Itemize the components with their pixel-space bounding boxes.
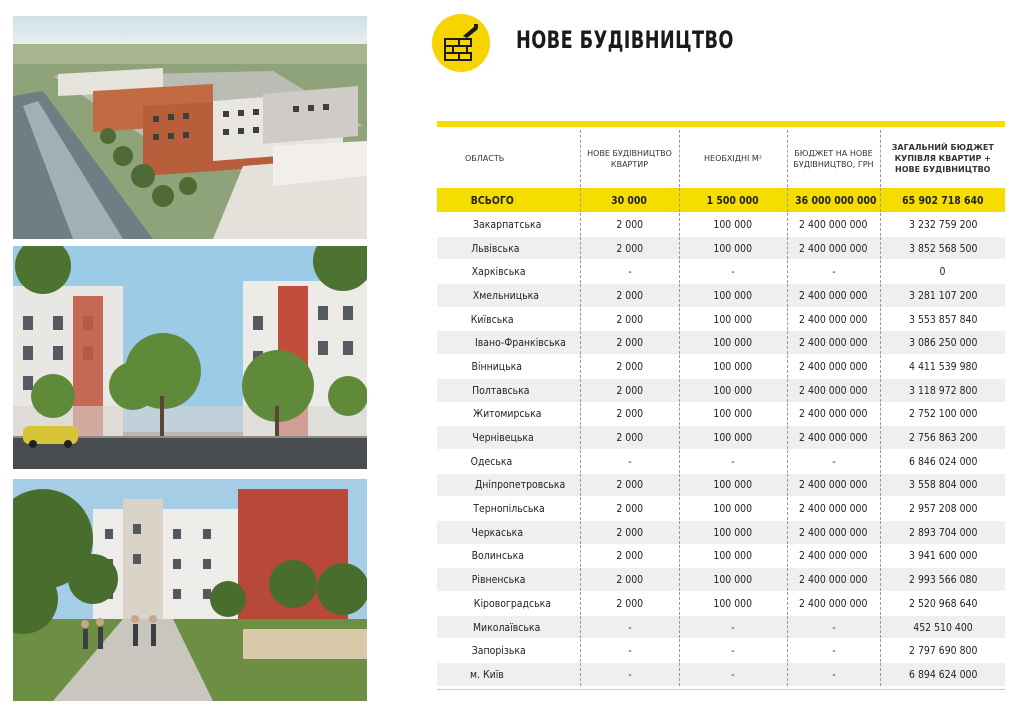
cell-budget: 2 400 000 000 [787,592,880,616]
table-row [437,639,1005,663]
cell-region-name: Харківська [437,260,580,284]
table-row [437,331,1005,355]
cell-required-m2: 100 000 [679,568,787,592]
cell-new-apartments: 2 000 [580,355,679,379]
cell-overall-budget: 2 756 863 200 [880,426,1005,450]
cell-overall-budget: 6 894 624 000 [880,663,1005,686]
cell-overall-budget: 2 752 100 000 [880,402,1005,426]
cell-overall-budget: 452 510 400 [880,615,1005,639]
cell-region-name: Черкаська [437,520,580,544]
cell-required-m2: 100 000 [679,331,787,355]
cell-region-name: Львівська [437,236,580,260]
table-header-row [437,130,1005,188]
cell-budget: 2 400 000 000 [787,213,880,237]
construction-budget-table [437,130,1005,686]
cell-required-m2: - [679,663,787,686]
cell-new-apartments: - [580,449,679,473]
cell-new-apartments: 2 000 [580,331,679,355]
total-m2: 1 500 000 [679,188,787,213]
cell-budget: 2 400 000 000 [787,497,880,521]
cell-overall-budget: 4 411 539 980 [880,355,1005,379]
cell-budget: 2 400 000 000 [787,520,880,544]
cell-region-name: Чернівецька [437,426,580,450]
cell-budget: 2 400 000 000 [787,402,880,426]
cell-new-apartments: 2 000 [580,520,679,544]
cell-required-m2: - [679,449,787,473]
cell-budget: 2 400 000 000 [787,378,880,402]
cell-overall-budget: 3 086 250 000 [880,331,1005,355]
aerial-render-photo [13,16,367,239]
cell-region-name: Тернопільська [437,497,580,521]
cell-new-apartments: 2 000 [580,568,679,592]
page-title: НОВЕ БУДІВНИЦТВО [516,26,734,54]
cell-budget: - [787,663,880,686]
courtyard-render-photo [13,246,367,469]
cell-required-m2: 100 000 [679,592,787,616]
table-row [437,473,1005,497]
cell-new-apartments: 2 000 [580,213,679,237]
cell-budget: 2 400 000 000 [787,331,880,355]
cell-required-m2: 100 000 [679,213,787,237]
cell-region-name: Рівненська [437,568,580,592]
cell-new-apartments: 2 000 [580,307,679,331]
cell-budget: - [787,449,880,473]
cell-new-apartments: - [580,639,679,663]
table-row [437,544,1005,568]
cell-required-m2: 100 000 [679,378,787,402]
cell-overall-budget: 3 852 568 500 [880,236,1005,260]
table-top-bar [437,121,1005,127]
cell-overall-budget: 2 993 566 080 [880,568,1005,592]
cell-required-m2: 100 000 [679,426,787,450]
cell-budget: 2 400 000 000 [787,284,880,308]
column-header-total-budget: ЗАГАЛЬНИЙ БЮДЖЕТ КУПІВЛЯ КВАРТИР + НОВЕ БУДІВНИЦТВО [880,130,1005,188]
cell-budget: 2 400 000 000 [787,568,880,592]
cell-new-apartments: 2 000 [580,473,679,497]
table-bottom-line [437,689,1005,690]
cell-required-m2: 100 000 [679,402,787,426]
cell-region-name: Одеська [437,449,580,473]
column-header-region: ОБЛАСТЬ [465,154,505,163]
cell-new-apartments: - [580,615,679,639]
cell-region-name: м. Київ [437,663,580,686]
cell-overall-budget: 2 957 208 000 [880,497,1005,521]
cell-overall-budget: 2 797 690 800 [880,639,1005,663]
total-budget: 36 000 000 000 [787,188,880,213]
table-row [437,592,1005,616]
cell-overall-budget: 6 846 024 000 [880,449,1005,473]
column-header-budget: БЮДЖЕТ НА НОВЕ БУДІВНИЦТВО, ГРН [787,130,880,188]
table-row [437,378,1005,402]
cell-region-name: Івано-Франківська [437,331,580,355]
cell-required-m2: 100 000 [679,544,787,568]
table-row [437,426,1005,450]
table-row [437,497,1005,521]
cell-overall-budget: 3 553 857 840 [880,307,1005,331]
table-row [437,355,1005,379]
cell-budget: 2 400 000 000 [787,473,880,497]
cell-new-apartments: - [580,260,679,284]
table-row [437,449,1005,473]
table-row [437,615,1005,639]
table-row [437,520,1005,544]
cell-new-apartments: 2 000 [580,378,679,402]
cell-overall-budget: 0 [880,260,1005,284]
total-row [437,188,1005,213]
table-row [437,236,1005,260]
cell-overall-budget: 2 520 968 640 [880,592,1005,616]
cell-overall-budget: 3 118 972 800 [880,378,1005,402]
cell-region-name: Закарпатська [437,213,580,237]
cell-region-name: Вінницька [437,355,580,379]
cell-overall-budget: 3 941 600 000 [880,544,1005,568]
cell-overall-budget: 3 232 759 200 [880,213,1005,237]
table-row [437,260,1005,284]
table-row [437,402,1005,426]
column-header-new-apartments: НОВЕ БУДІВНИЦТВО КВАРТИР [580,130,679,188]
cell-required-m2: - [679,260,787,284]
cell-region-name: Дніпропетровська [437,473,580,497]
cell-budget: - [787,639,880,663]
cell-budget: 2 400 000 000 [787,236,880,260]
cell-new-apartments: 2 000 [580,402,679,426]
cell-new-apartments: 2 000 [580,544,679,568]
cell-region-name: Запорізька [437,639,580,663]
cell-budget: 2 400 000 000 [787,307,880,331]
cell-required-m2: 100 000 [679,284,787,308]
column-header-required-m2: НЕОБХІДНІ М² [679,130,787,188]
total-label: ВСЬОГО [437,188,580,213]
cell-overall-budget: 3 558 804 000 [880,473,1005,497]
cell-required-m2: 100 000 [679,307,787,331]
cell-new-apartments: 2 000 [580,284,679,308]
cell-required-m2: - [679,615,787,639]
cell-budget: - [787,260,880,284]
table-row [437,307,1005,331]
cell-required-m2: 100 000 [679,355,787,379]
cell-new-apartments: 2 000 [580,497,679,521]
cell-new-apartments: 2 000 [580,592,679,616]
cell-budget: 2 400 000 000 [787,426,880,450]
cell-new-apartments: - [580,663,679,686]
table-row [437,284,1005,308]
cell-region-name: Хмельницька [437,284,580,308]
street-render-photo [13,479,367,701]
cell-budget: 2 400 000 000 [787,544,880,568]
table-row [437,663,1005,686]
cell-required-m2: - [679,639,787,663]
table-row [437,568,1005,592]
cell-region-name: Житомирська [437,402,580,426]
cell-required-m2: 100 000 [679,497,787,521]
cell-required-m2: 100 000 [679,473,787,497]
cell-budget: - [787,615,880,639]
cell-overall-budget: 2 893 704 000 [880,520,1005,544]
cell-overall-budget: 3 281 107 200 [880,284,1005,308]
cell-new-apartments: 2 000 [580,236,679,260]
table-row [437,213,1005,237]
cell-budget: 2 400 000 000 [787,355,880,379]
brick-trowel-icon [432,14,490,72]
cell-region-name: Київська [437,307,580,331]
cell-new-apartments: 2 000 [580,426,679,450]
cell-required-m2: 100 000 [679,236,787,260]
cell-region-name: Полтавська [437,378,580,402]
cell-region-name: Волинська [437,544,580,568]
total-overall-budget: 65 902 718 640 [880,188,1005,213]
cell-region-name: Миколаївська [437,615,580,639]
total-apartments: 30 000 [580,188,679,213]
cell-region-name: Кіровоградська [437,592,580,616]
cell-required-m2: 100 000 [679,520,787,544]
